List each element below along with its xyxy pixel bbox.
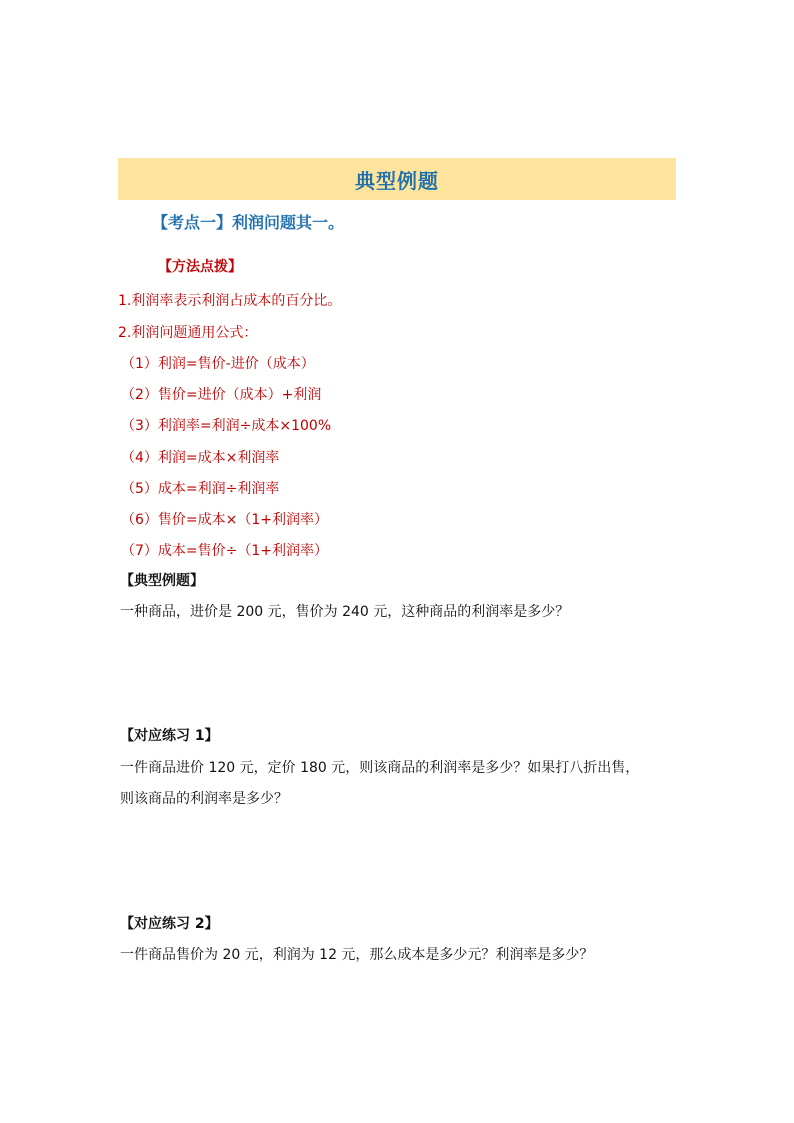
formula-5: （5）成本=利润÷利润率: [121, 481, 280, 497]
formula-7: （7）成本=售价÷（1+利润率）: [121, 543, 329, 559]
example-title: 【典型例题】: [120, 573, 204, 589]
example-question: 一种商品，进价是 200 元，售价为 240 元，这种商品的利润率是多少？: [120, 604, 570, 620]
practice1-title: 【对应练习 1】: [120, 728, 219, 744]
section-banner: [118, 158, 676, 200]
method-point-1: 1.利润率表示利润占成本的百分比。: [118, 293, 342, 309]
method-title: 【方法点拨】: [158, 259, 242, 275]
formula-6: （6）售价=成本×（1+利润率）: [121, 512, 329, 528]
practice2-question: 一件商品售价为 20 元，利润为 12 元，那么成本是多少元？利润率是多少？: [120, 947, 594, 963]
formula-2: （2）售价=进价（成本）+利润: [121, 387, 322, 403]
method-point-2: 2.利润问题通用公式：: [118, 325, 258, 341]
formula-4: （4）利润=成本×利润率: [121, 450, 280, 466]
kaodian-title: 【考点一】利润问题其一。: [152, 213, 345, 232]
practice1-line-2: 则该商品的利润率是多少？: [120, 791, 288, 807]
practice1-line-1: 一件商品进价 120 元，定价 180 元，则该商品的利润率是多少？如果打八折出售，: [120, 760, 640, 776]
formula-1: （1）利润=售价-进价（成本）: [121, 356, 315, 372]
practice2-title: 【对应练习 2】: [120, 916, 219, 932]
banner-title: 典型例题: [355, 168, 439, 193]
formula-3: （3）利润率=利润÷成本×100%: [121, 418, 332, 434]
